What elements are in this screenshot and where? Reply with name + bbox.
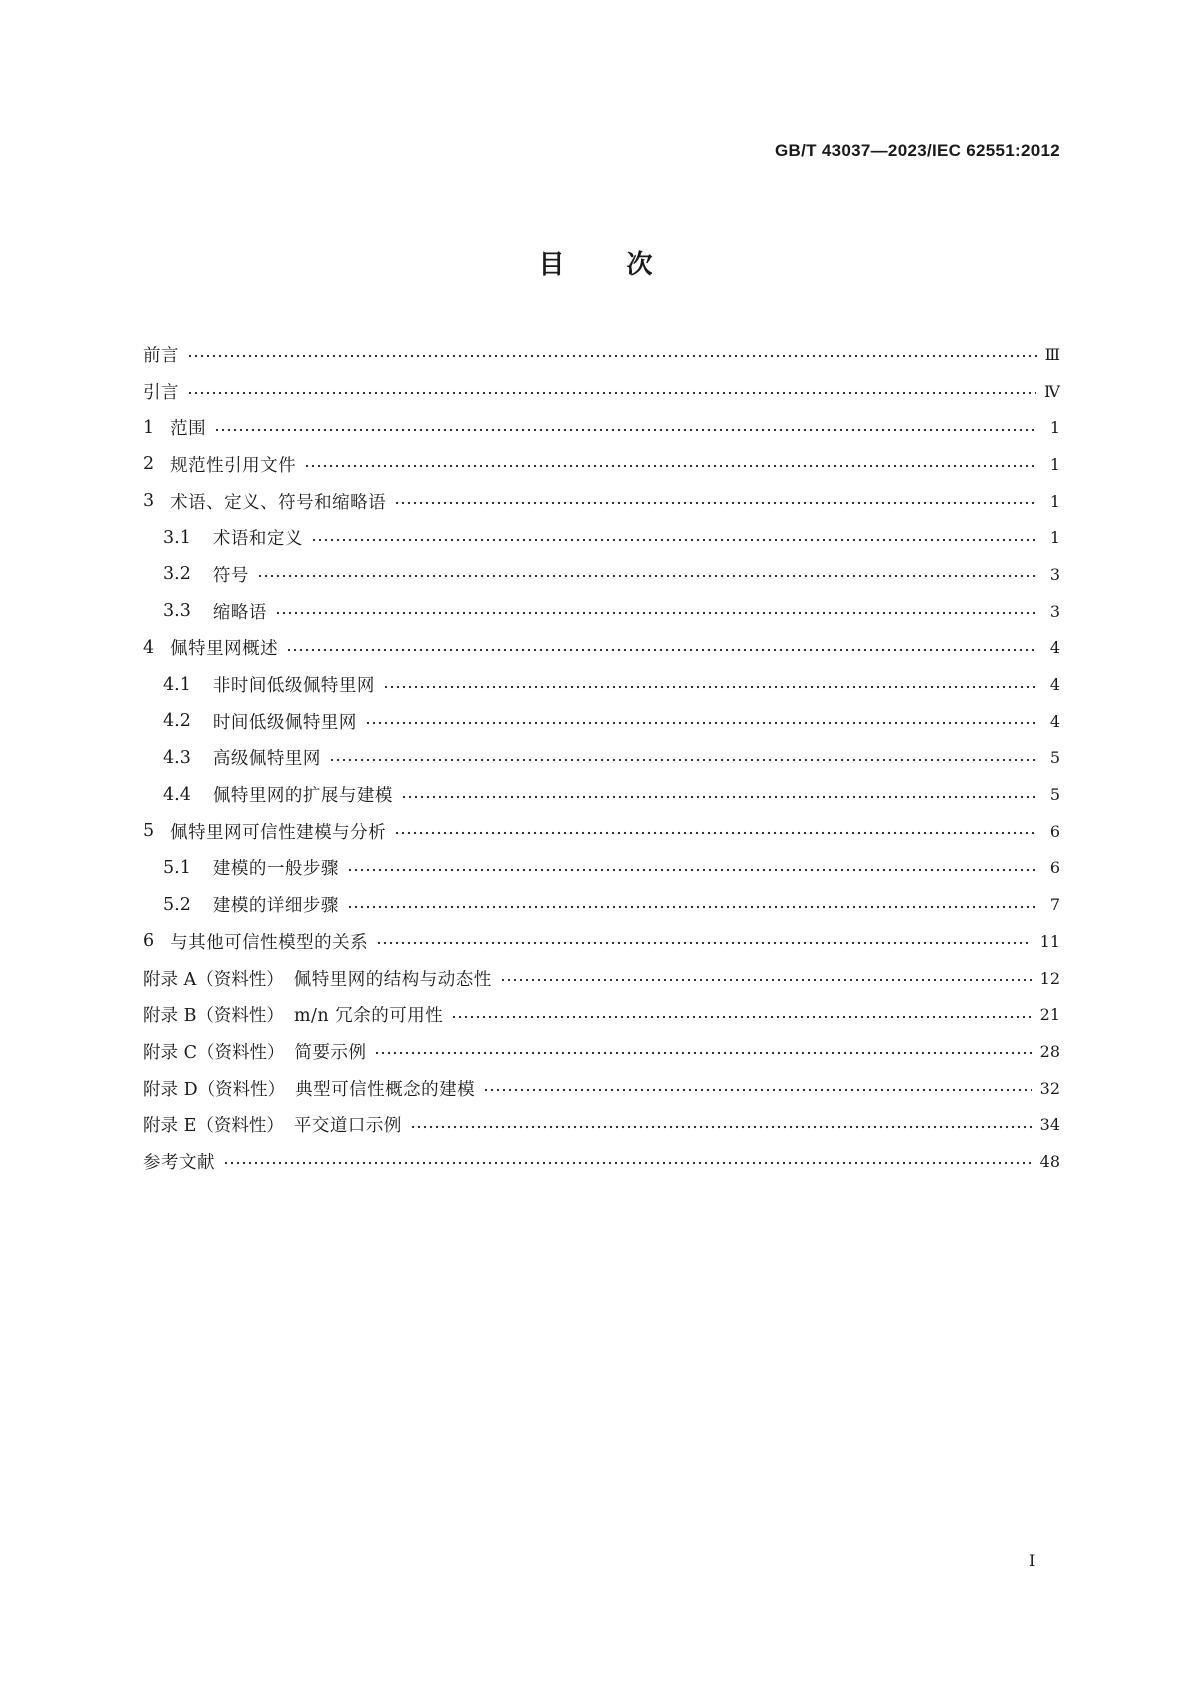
toc-entry-page: 1 (1049, 528, 1060, 548)
toc-entry[interactable] (143, 703, 1060, 740)
toc-entry-number: 1 (143, 417, 155, 438)
toc-entry-page: 5 (1049, 748, 1060, 768)
page-title (0, 244, 1191, 281)
toc-entry-title: 佩特里网的扩展与建模 (212, 786, 393, 807)
toc-entry-title: 范围 (170, 419, 207, 440)
toc-entry[interactable] (143, 556, 1060, 593)
toc-entry-title: 非时间低级佩特里网 (212, 676, 375, 697)
toc-entry[interactable] (143, 1070, 1060, 1107)
toc-entry-title: 典型可信性概念的建模 (295, 1079, 476, 1100)
toc-entry-page: 21 (1039, 1005, 1060, 1025)
toc-dot-leader (374, 1051, 1031, 1055)
toc-entry[interactable] (143, 1106, 1060, 1143)
toc-entry[interactable] (143, 923, 1060, 960)
toc-entry-title: 平交道口示例 (293, 1116, 402, 1137)
toc-entry-page: 28 (1039, 1041, 1060, 1061)
toc-entry-number: 附录 C（资料性） (143, 1042, 285, 1063)
toc-entry[interactable] (143, 373, 1060, 410)
toc-entry[interactable] (143, 666, 1060, 703)
toc-entry[interactable] (143, 519, 1060, 556)
toc-dot-leader (451, 1015, 1031, 1019)
toc-entry-page: 4 (1049, 675, 1060, 695)
toc-entry[interactable] (143, 813, 1060, 850)
toc-entry-page: 34 (1039, 1115, 1060, 1135)
toc-entry-page: 3 (1049, 601, 1060, 621)
toc-entry[interactable] (143, 996, 1060, 1033)
toc-entry-title: 建模的一般步骤 (212, 859, 339, 880)
toc-entry[interactable] (143, 740, 1060, 777)
toc-entry-page: 6 (1049, 858, 1060, 878)
page-title-char-2: 次 (626, 250, 653, 280)
toc-entry-page: 32 (1039, 1078, 1060, 1098)
toc-dot-leader (347, 868, 1038, 872)
toc-dot-leader (394, 501, 1038, 505)
toc-entry-number: 4.1 (163, 674, 191, 695)
toc-entry-title: 与其他可信性模型的关系 (170, 932, 369, 953)
toc-entry[interactable] (143, 1033, 1060, 1070)
toc-entry-number: 5.1 (163, 857, 191, 878)
toc-dot-leader (311, 538, 1038, 542)
toc-dot-leader (286, 648, 1038, 652)
toc-entry[interactable] (143, 886, 1060, 923)
toc-entry-page: Ⅲ (1044, 344, 1060, 364)
toc-dot-leader (401, 795, 1038, 799)
toc-entry-number: 4.2 (163, 711, 191, 732)
toc-entry[interactable] (143, 593, 1060, 630)
toc-entry-number: 3.3 (163, 601, 191, 622)
toc-dot-leader (410, 1125, 1032, 1129)
toc-entry-number: 3.2 (163, 564, 191, 585)
toc-entry-page: 6 (1049, 821, 1060, 841)
toc-dot-leader (347, 905, 1038, 909)
toc-dot-leader (500, 978, 1032, 982)
toc-entry-page: 48 (1039, 1151, 1060, 1171)
toc-dot-leader (275, 611, 1038, 615)
toc-dot-leader (187, 354, 1037, 358)
toc-entry[interactable] (143, 446, 1060, 483)
toc-entry[interactable] (143, 630, 1060, 667)
toc-entry-page: 4 (1049, 711, 1060, 731)
toc-entry-title: 符号 (212, 565, 249, 586)
toc-entry-number: 4.3 (163, 747, 191, 768)
toc-entry[interactable] (143, 850, 1060, 887)
toc-dot-leader (394, 831, 1038, 835)
toc-entry-number: 6 (143, 931, 155, 952)
standard-code: GB/T 43037—2023/IEC 62551:2012 (775, 141, 1060, 160)
page-folio: I (1029, 1551, 1036, 1570)
toc-entry-title: 术语和定义 (212, 529, 303, 550)
toc-dot-leader (257, 574, 1038, 578)
toc-entry-number: 附录 B（资料性） (143, 1006, 284, 1027)
toc-entry-page: 1 (1049, 491, 1060, 511)
toc-dot-leader (214, 428, 1038, 432)
toc-entry-title: 佩特里网可信性建模与分析 (170, 822, 387, 843)
toc-entry-title: 引言 (143, 382, 179, 403)
toc-dot-leader (187, 391, 1036, 395)
page-title-char-1: 目 (538, 250, 565, 280)
toc-entry-title: 规范性引用文件 (170, 455, 297, 476)
toc-entry-title: 参考文献 (143, 1152, 215, 1173)
toc-entry-title: 缩略语 (212, 602, 267, 623)
toc-entry-number: 4.4 (163, 784, 191, 805)
toc-entry-title: 高级佩特里网 (212, 749, 321, 770)
toc-entry-page: 5 (1049, 785, 1060, 805)
toc-dot-leader (376, 941, 1032, 945)
toc-entry-page: 12 (1039, 968, 1060, 988)
toc-entry-number: 附录 A（资料性） (143, 969, 284, 990)
toc-entry-page: 7 (1049, 895, 1060, 915)
toc-entry-number: 附录 D（资料性） (143, 1079, 286, 1100)
toc-entry-title: 佩特里网概述 (170, 639, 279, 660)
toc-entry-number: 附录 E（资料性） (143, 1116, 284, 1137)
toc-entry-title: 前言 (143, 345, 179, 366)
toc-entry-page: Ⅳ (1044, 381, 1060, 401)
toc-entry-page: 1 (1049, 418, 1060, 438)
toc-entry-number: 5.2 (163, 894, 191, 915)
toc-entry[interactable] (143, 960, 1060, 997)
toc-entry-title: 佩特里网的结构与动态性 (293, 969, 492, 990)
toc-entry-title: 术语、定义、符号和缩略语 (170, 492, 387, 513)
toc-entry-title: 时间低级佩特里网 (212, 712, 357, 733)
toc-dot-leader (383, 685, 1038, 689)
toc-entry-number: 4 (143, 637, 155, 658)
toc-dot-leader (329, 758, 1038, 762)
toc-dot-leader (483, 1088, 1032, 1092)
toc-dot-leader (223, 1161, 1032, 1165)
toc-entry[interactable] (143, 336, 1060, 373)
toc-entry-page: 3 (1049, 564, 1060, 584)
table-of-contents (143, 336, 1060, 1180)
toc-entry-page: 1 (1049, 454, 1060, 474)
toc-entry-title: m/n 冗余的可用性 (293, 1006, 444, 1027)
toc-entry-title: 简要示例 (294, 1042, 367, 1063)
toc-entry[interactable] (143, 776, 1060, 813)
toc-entry[interactable] (143, 409, 1060, 446)
toc-entry-number: 5 (143, 821, 155, 842)
toc-entry-number: 2 (143, 454, 155, 475)
toc-entry-number: 3 (143, 491, 155, 512)
toc-dot-leader (304, 464, 1038, 468)
toc-entry-number: 3.1 (163, 527, 191, 548)
toc-entry-page: 11 (1039, 931, 1060, 951)
toc-entry[interactable] (143, 483, 1060, 520)
toc-dot-leader (365, 721, 1038, 725)
toc-entry[interactable] (143, 1143, 1060, 1180)
toc-entry-title: 建模的详细步骤 (212, 896, 339, 917)
toc-entry-page: 4 (1049, 638, 1060, 658)
